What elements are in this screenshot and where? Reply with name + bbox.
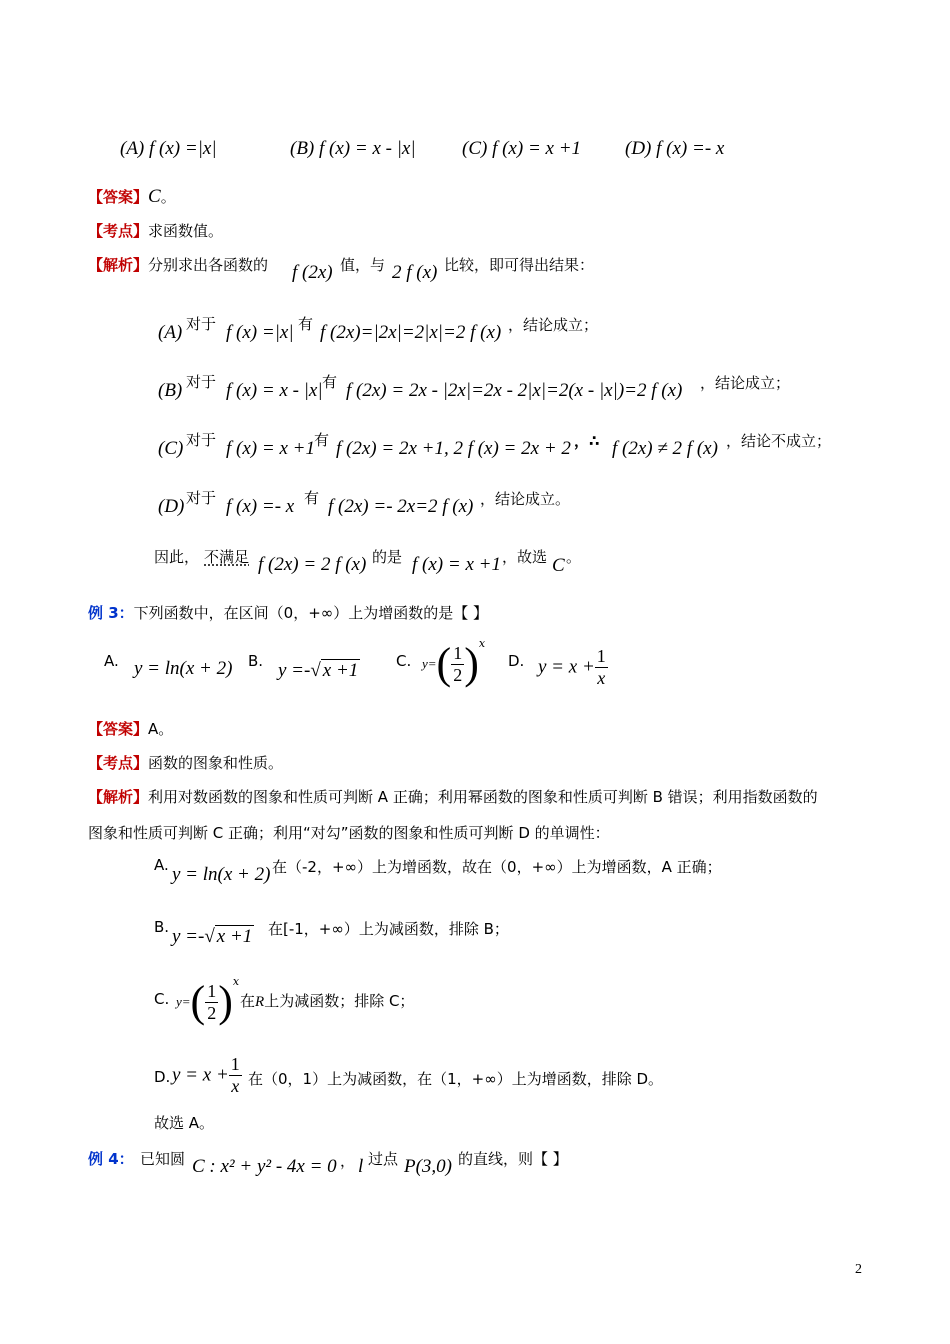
line-c-end: ，结论不成立； bbox=[726, 432, 832, 450]
line-a-dui: 对于 bbox=[186, 315, 217, 333]
line-c-dui: 对于 bbox=[186, 431, 217, 449]
ex3-sol-c-expr: y=( $\frac{1}{2}$ )$^x$ bbox=[176, 974, 240, 1026]
line-c-you: 有 bbox=[314, 431, 330, 449]
ex3-opt-b-pre: y =- bbox=[278, 660, 311, 681]
point-tag: 【考点】 bbox=[88, 222, 149, 240]
conclusion-f: f (x) = x +1 bbox=[412, 554, 501, 575]
analysis-tag: 【解析】 bbox=[88, 256, 149, 274]
example-3-header bbox=[88, 602, 488, 623]
ex3-opt-d-num: 1 bbox=[596, 646, 606, 666]
ex3-sol-a-text: 在（-2，+∞）上为增函数，故在（0，+∞）上为增函数，A 正确； bbox=[272, 858, 722, 876]
example-4-comma: ， bbox=[340, 1152, 356, 1170]
ex3-sol-a-label: A. bbox=[154, 856, 169, 874]
line-d-expr: f (2x) =- 2x=2 f (x) bbox=[328, 496, 474, 517]
ex3-sol-c-y: y= bbox=[176, 994, 191, 1009]
ex3-answer-tag: 【答案】 bbox=[88, 720, 149, 738]
option-d: (D) f (x) =- x bbox=[625, 138, 725, 159]
option-a: (A) f (x) =|x| bbox=[120, 138, 217, 159]
conclusion-a: 因此， bbox=[154, 548, 200, 566]
ex3-sol-b-pre: y =- bbox=[172, 926, 205, 947]
line-a-label: (A) bbox=[158, 322, 183, 343]
line-c-therefore: ，∴ bbox=[574, 432, 600, 450]
page-number: 2 bbox=[855, 1262, 862, 1277]
ex3-sol-c-exp: x bbox=[232, 974, 240, 988]
ex3-sol-c-label: C. bbox=[154, 990, 170, 1008]
ex3-opt-c-exp: x bbox=[478, 636, 486, 650]
conclusion-ans: C bbox=[552, 555, 565, 576]
line-d-you: 有 bbox=[304, 489, 320, 507]
ex3-sol-d-num: 1 bbox=[230, 1054, 240, 1074]
ex3-sol-b-radicand: x +1 bbox=[216, 926, 253, 947]
ex3-opt-c-num: 1 bbox=[453, 642, 463, 663]
ex3-sol-c-num: 1 bbox=[207, 980, 217, 1001]
line-b-you: 有 bbox=[322, 373, 338, 391]
ex3-opt-b-radicand: x +1 bbox=[322, 660, 359, 681]
conclusion-not-satisfy: 不满足 bbox=[204, 548, 250, 566]
answer-tag: 【答案】 bbox=[88, 188, 149, 206]
analysis-text-a: 分别求出各函数的 bbox=[148, 256, 269, 274]
ex3-sol-c-den: 2 bbox=[207, 1002, 217, 1023]
line-d-label: (D) bbox=[158, 496, 185, 517]
answer-value: C bbox=[148, 186, 161, 207]
ex3-sol-d-pre: y = x + bbox=[172, 1064, 229, 1086]
line-c-label: (C) bbox=[158, 438, 184, 459]
ex3-opt-c-den: 2 bbox=[453, 664, 463, 685]
ex3-sol-d-text: 在（0，1）上为减函数，在（1，+∞）上为增函数，排除 D。 bbox=[248, 1070, 664, 1088]
line-a-expr: f (2x)=|2x|=2|x|=2 f (x) bbox=[320, 322, 502, 343]
example-4-stem-a: 已知圆 bbox=[140, 1150, 186, 1168]
option-b: (B) f (x) = x - |x| bbox=[290, 138, 416, 159]
line-a-end: ，结论成立； bbox=[508, 316, 599, 334]
ex3-opt-c-y: y= bbox=[422, 656, 437, 671]
answer-end: 。 bbox=[160, 188, 176, 206]
line-c-expr1: f (2x) = 2x +1, 2 f (x) = 2x + 2 bbox=[336, 438, 571, 459]
analysis-text-c: 比较，即可得出结果： bbox=[444, 256, 595, 274]
conclusion-b: 的是 bbox=[372, 548, 403, 566]
ex3-point-tag: 【考点】 bbox=[88, 754, 149, 772]
ex3-sol-a-expr: y = ln(x + 2) bbox=[172, 864, 271, 885]
answer-row bbox=[88, 186, 176, 208]
ex3-opt-a-label: A. bbox=[104, 652, 119, 670]
conclusion-end: 。 bbox=[566, 548, 582, 566]
line-b-end: ，结论成立； bbox=[700, 374, 791, 392]
ex3-analysis-2: 图象和性质可判断 C 正确；利用“对勾”函数的图象和性质可判断 D 的单调性： bbox=[88, 824, 610, 842]
line-d-f: f (x) =- x bbox=[226, 496, 295, 517]
ex3-opt-c-label: C. bbox=[396, 652, 412, 670]
line-c-f: f (x) = x +1 bbox=[226, 438, 315, 459]
example-3-stem: 下列函数中，在区间（0，+∞）上为增函数的是【 】 bbox=[133, 604, 489, 622]
ex3-opt-d-pre: y = x + bbox=[538, 656, 595, 678]
ex3-sol-c-text bbox=[240, 990, 414, 1011]
ex3-opt-d-label: D. bbox=[508, 652, 525, 670]
line-a-f: f (x) =|x| bbox=[226, 322, 294, 343]
ex3-sol-d-den: x bbox=[231, 1076, 240, 1096]
ex3-sol-b-label: B. bbox=[154, 918, 170, 936]
ex3-opt-b-label: B. bbox=[248, 652, 264, 670]
conclusion-expr: f (2x) = 2 f (x) bbox=[258, 554, 367, 575]
point-row bbox=[88, 220, 223, 241]
ex3-sol-d-label: D. bbox=[154, 1068, 171, 1086]
ex3-analysis-tag: 【解析】 bbox=[88, 788, 149, 806]
example-4-stem-b: 过点 bbox=[368, 1150, 399, 1168]
ex3-analysis-row bbox=[88, 786, 818, 807]
line-d-dui: 对于 bbox=[186, 489, 217, 507]
example-4-circle: C : x² + y² - 4x = 0 bbox=[192, 1156, 337, 1177]
example-4-stem-c: 的直线，则【 】 bbox=[458, 1150, 568, 1168]
example-4-title: 例 4： bbox=[88, 1150, 134, 1168]
conclusion-c: ，故选 bbox=[502, 548, 548, 566]
ex3-opt-d bbox=[538, 646, 608, 689]
ex3-choose: 故选 A。 bbox=[154, 1114, 215, 1132]
line-b-f: f (x) = x - |x| bbox=[226, 380, 323, 401]
ex3-sol-b-expr: y =-√ x +1 bbox=[172, 926, 253, 947]
line-b-dui: 对于 bbox=[186, 373, 217, 391]
ex3-point-row bbox=[88, 752, 283, 773]
ex3-answer: A。 bbox=[148, 720, 174, 738]
line-b-expr: f (2x) = 2x - |2x|=2x - 2|x|=2(x - |x|)=2 f (x) bbox=[346, 380, 683, 401]
line-a-you: 有 bbox=[298, 315, 314, 333]
line-b-label: (B) bbox=[158, 380, 183, 401]
ex3-analysis-1: 利用对数函数的图象和性质可判断 A 正确；利用幂函数的图象和性质可判断 B 错误；利用指数函数的 bbox=[148, 788, 818, 806]
example-3-title: 例 3： bbox=[88, 604, 134, 622]
ex3-sol-b-text: 在[-1，+∞）上为减函数，排除 B； bbox=[268, 920, 509, 938]
ex3-sol-c-text-a: 在 bbox=[240, 992, 256, 1010]
ex3-opt-a: y = ln(x + 2) bbox=[134, 658, 233, 679]
ex3-answer-row bbox=[88, 718, 173, 739]
example-4-l: l bbox=[358, 1156, 364, 1177]
line-c-expr2: f (2x) ≠ 2 f (x) bbox=[612, 438, 718, 459]
ex3-point: 函数的图象和性质。 bbox=[148, 754, 284, 772]
option-c: (C) f (x) = x +1 bbox=[462, 138, 582, 159]
ex3-sol-c-text-b: 上为减函数；排除 C； bbox=[264, 992, 415, 1010]
ex3-opt-d-den: x bbox=[597, 668, 606, 688]
analysis-text-b: 值，与 bbox=[340, 256, 386, 274]
point-text: 求函数值。 bbox=[148, 222, 224, 240]
analysis-2fx: 2 f (x) bbox=[392, 262, 438, 283]
analysis-row bbox=[88, 254, 268, 275]
example-4-point: P(3,0) bbox=[404, 1156, 453, 1177]
ex3-opt-c: y=( $\frac{1}{2}$ )$^x$ bbox=[422, 636, 486, 688]
ex3-opt-b: y =-√ x +1 bbox=[278, 660, 359, 681]
ex3-sol-c-r: R bbox=[255, 994, 265, 1010]
line-d-end: ，结论成立。 bbox=[480, 490, 571, 508]
analysis-f2x: f (2x) bbox=[292, 262, 333, 283]
ex3-sol-d-expr bbox=[172, 1054, 242, 1097]
